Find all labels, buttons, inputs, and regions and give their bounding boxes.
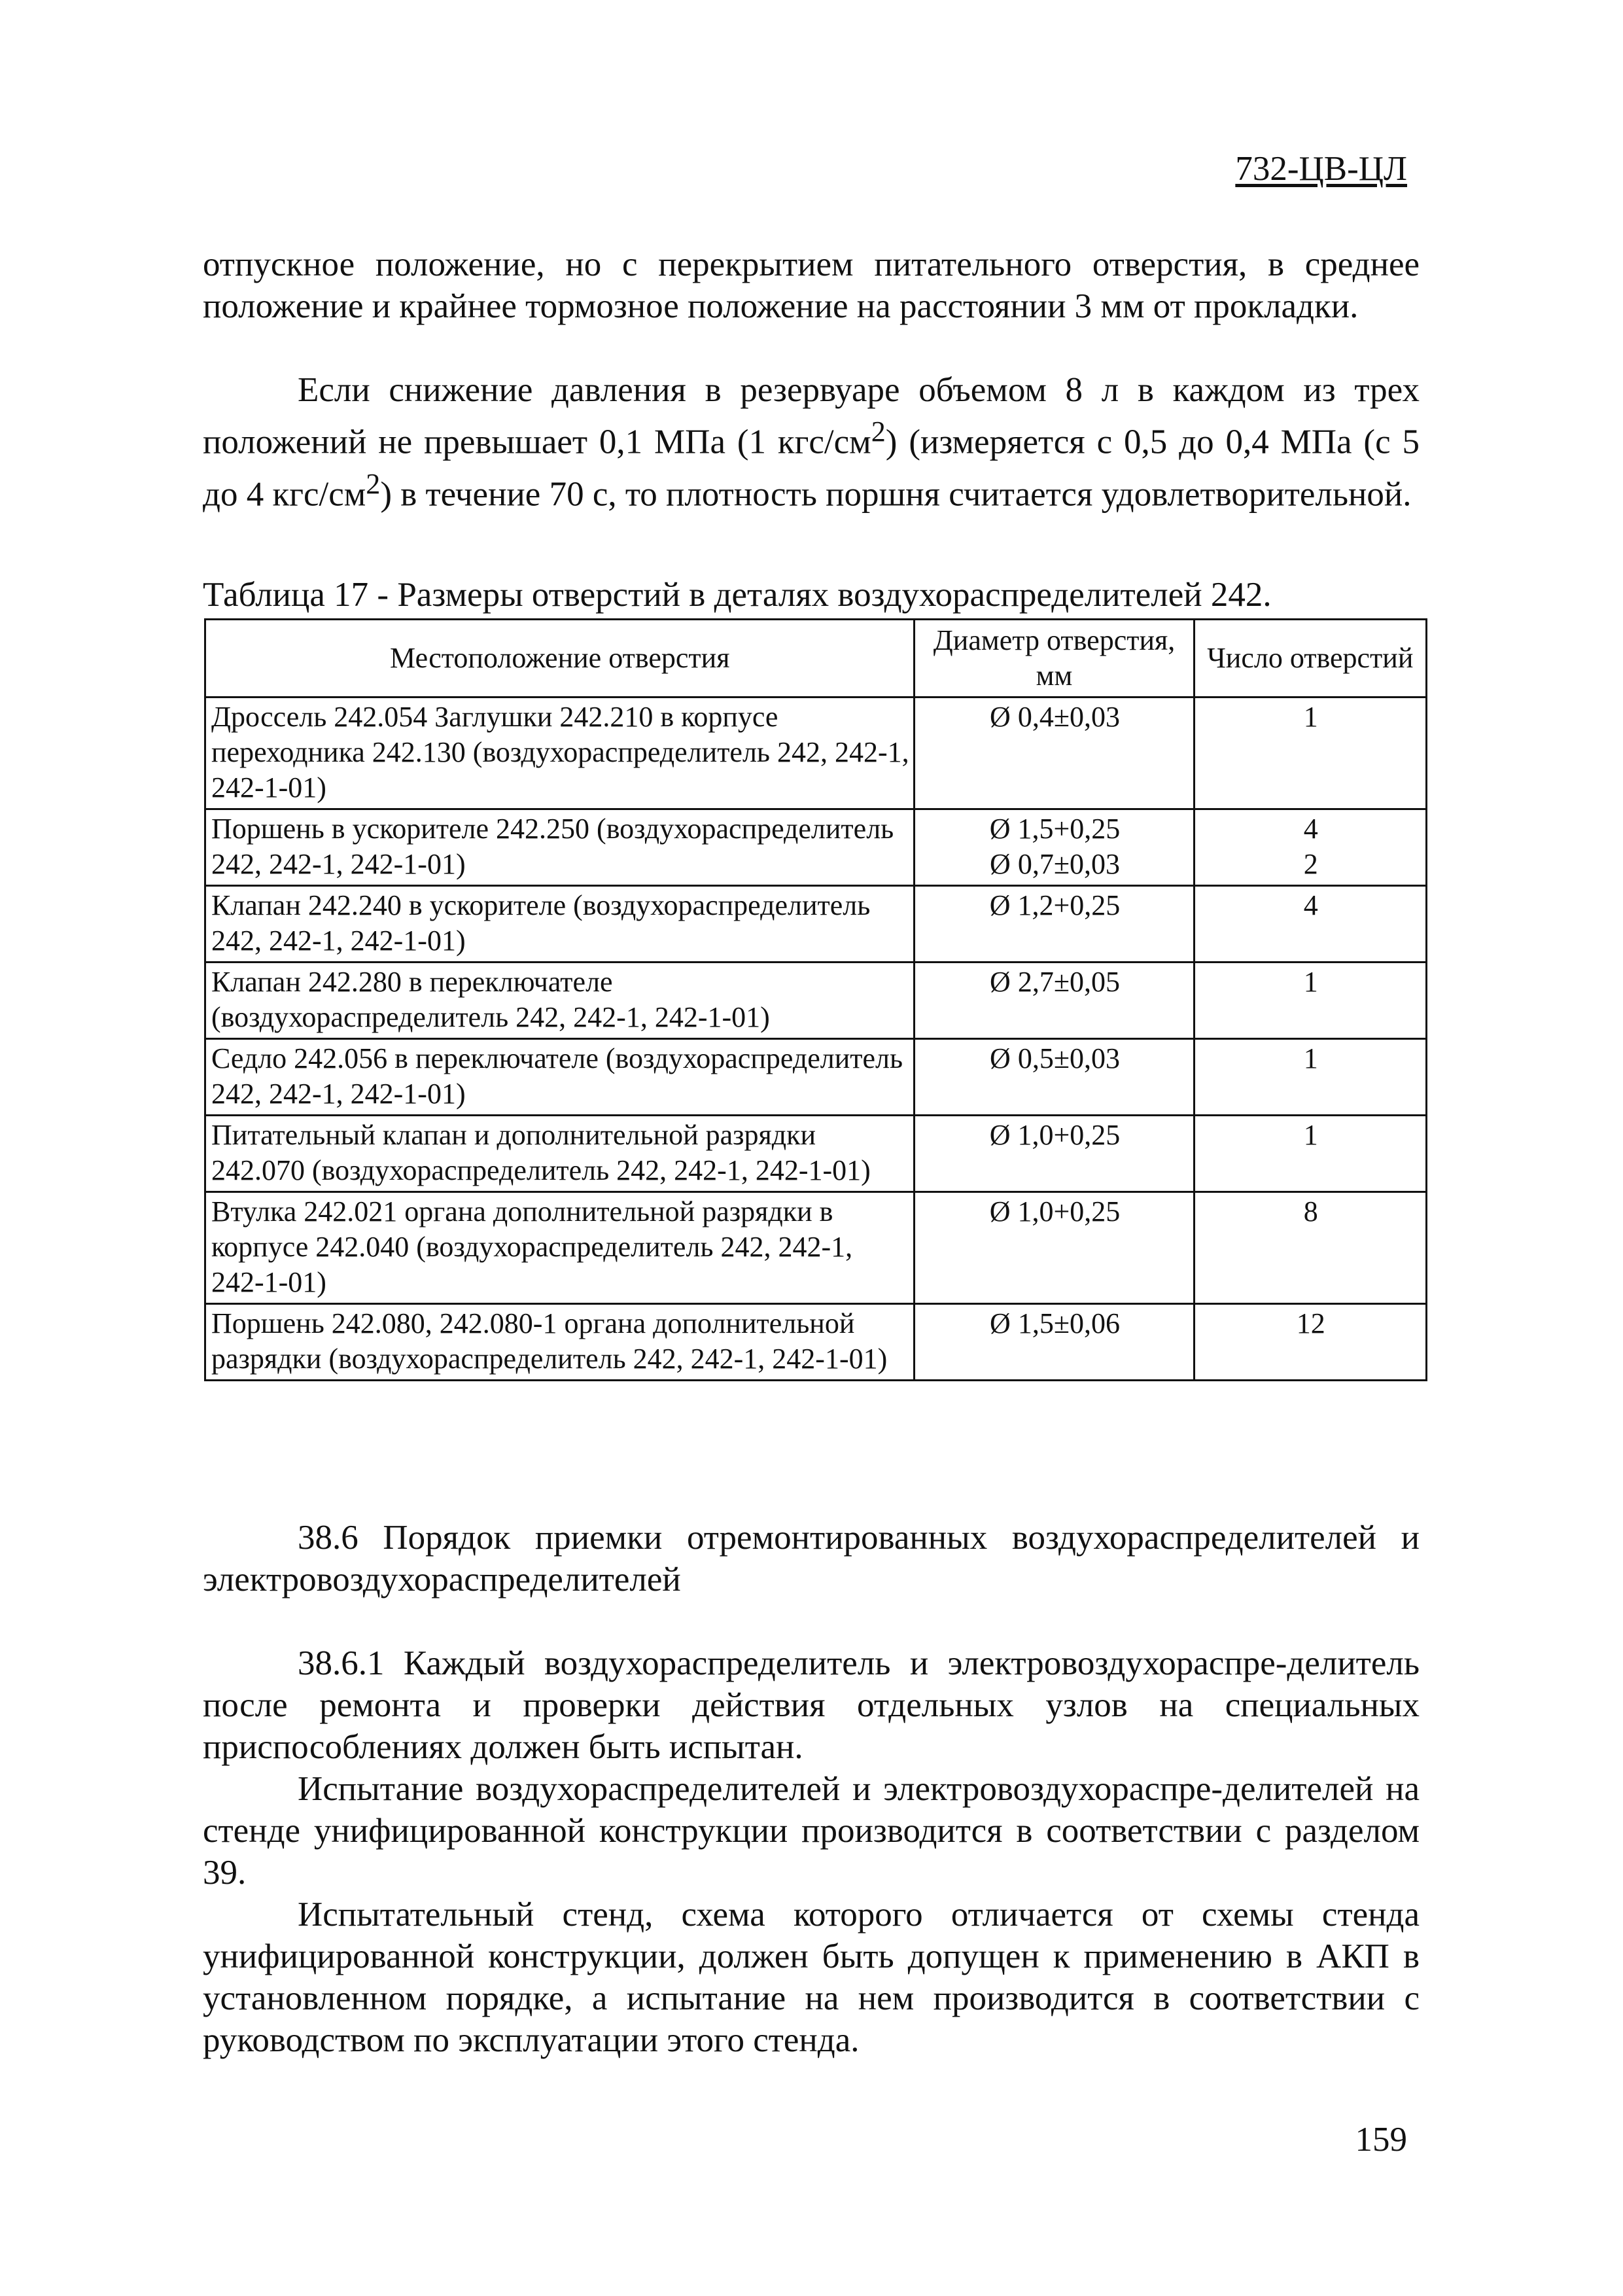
cell-count: 4 — [1194, 886, 1426, 963]
cell-diameter — [915, 809, 1194, 886]
cell-location: Питательный клапан и дополнительной разрядки 242.070 (воздухораспределитель 242, 242-1, 242-1-01) — [205, 1116, 915, 1192]
holes-table — [204, 618, 1427, 1381]
table-row — [205, 1304, 1427, 1381]
cell-diameter: Ø 1,2+0,25 — [915, 886, 1194, 963]
cell-location: Втулка 242.021 органа дополнительной разрядки в корпусе 242.040 (воздухораспределитель 242, 242-1, 242-1-01) — [205, 1192, 915, 1304]
document-code: 732-ЦВ-ЦЛ — [1235, 150, 1407, 188]
table-row — [205, 886, 1427, 963]
paragraph-acceptance-1: 38.6.1 Каждый воздухораспределитель и электровоздухораспре-делитель после ремонта и проверки действия отдельных узлов на специальных приспособлениях должен быть испытан. — [203, 1644, 1420, 1766]
page-number: 159 — [1355, 2121, 1407, 2159]
cell-count: 1 — [1194, 1116, 1426, 1192]
diameter-value: Ø 0,7±0,03 — [990, 848, 1120, 880]
superscript: 2 — [366, 467, 381, 500]
diameter-value: Ø 1,5+0,25 — [989, 813, 1121, 845]
cell-location: Дроссель 242.054 Заглушки 242.210 в корпусе переходника 242.130 (воздухораспределитель 242, 242-1, 242-1-01) — [205, 698, 915, 809]
cell-location: Седло 242.056 в переключателе (воздухораспределитель 242, 242-1, 242-1-01) — [205, 1039, 915, 1116]
cell-count: 1 — [1194, 698, 1426, 809]
count-value: 4 — [1303, 813, 1318, 845]
paragraph-continuation: отпускное положение, но с перекрытием питательного отверстия, в среднее положение и крайнее тормозное положение на расстоянии 3 мм от прокладки. — [203, 245, 1420, 325]
table-row — [205, 963, 1427, 1039]
cell-diameter: Ø 1,0+0,25 — [915, 1116, 1194, 1192]
cell-diameter: Ø 1,0+0,25 — [915, 1192, 1194, 1304]
superscript: 2 — [871, 415, 886, 448]
cell-location: Клапан 242.280 в переключателе (воздухораспределитель 242, 242-1, 242-1-01) — [205, 963, 915, 1039]
cell-diameter: Ø 1,5±0,06 — [915, 1304, 1194, 1381]
cell-diameter: Ø 0,5±0,03 — [915, 1039, 1194, 1116]
table-row — [205, 1192, 1427, 1304]
paragraph-text-part: Если снижение давления в резервуаре объемом 8 л в каждом из трех положений не превышает 0,1 МПа (1 кгс/см — [203, 371, 1420, 461]
paragraph-text-part: ) (измеряется с 0,5 до 0,4 МПа (с 5 до 4 кгс/см — [203, 423, 1420, 514]
cell-count: 1 — [1194, 963, 1426, 1039]
cell-count — [1194, 809, 1426, 886]
cell-location: Клапан 242.240 в ускорителе (воздухораспределитель 242, 242-1, 242-1-01) — [205, 886, 915, 963]
table-row — [205, 1116, 1427, 1192]
table-caption: Таблица 17 - Размеры отверстий в деталях воздухораспределителей 242. — [203, 576, 1272, 614]
section-heading: 38.6 Порядок приемки отремонтированных воздухораспределителей и электровоздухораспределителей — [203, 1519, 1420, 1598]
cell-location: Поршень 242.080, 242.080-1 органа дополнительной разрядки (воздухораспределитель 242, 242-1, 242-1-01) — [205, 1304, 915, 1381]
cell-count: 8 — [1194, 1192, 1426, 1304]
table-row — [205, 1039, 1427, 1116]
paragraph-acceptance-2: Испытание воздухораспределителей и электровоздухораспре-делителей на стенде унифицированной конструкции производится в соответствии с разделом 39. — [203, 1770, 1420, 1892]
header-location: Местоположение отверстия — [205, 620, 915, 698]
paragraph-density-check — [203, 369, 1420, 515]
cell-count: 1 — [1194, 1039, 1426, 1116]
cell-diameter: Ø 0,4±0,03 — [915, 698, 1194, 809]
table-row — [205, 698, 1427, 809]
header-count: Число отверстий — [1194, 620, 1426, 698]
paragraph-acceptance-3: Испытательный стенд, схема которого отличается от схемы стенда унифицированной конструкции, должен быть допущен к применению в АКП в установленном порядке, а испытание на нем производится в соответствии с руководством по эксплуатации этого стенда. — [203, 1896, 1420, 2059]
paragraph-text-part: ) в течение 70 с, то плотность поршня считается удовлетворительной. — [380, 475, 1412, 514]
header-diameter: Диаметр отверстия, мм — [915, 620, 1194, 698]
cell-location: Поршень в ускорителе 242.250 (воздухораспределитель 242, 242-1, 242-1-01) — [205, 809, 915, 886]
table-header-row — [205, 620, 1427, 698]
cell-count: 12 — [1194, 1304, 1426, 1381]
cell-diameter: Ø 2,7±0,05 — [915, 963, 1194, 1039]
count-value: 2 — [1303, 848, 1318, 880]
table-row — [205, 809, 1427, 886]
